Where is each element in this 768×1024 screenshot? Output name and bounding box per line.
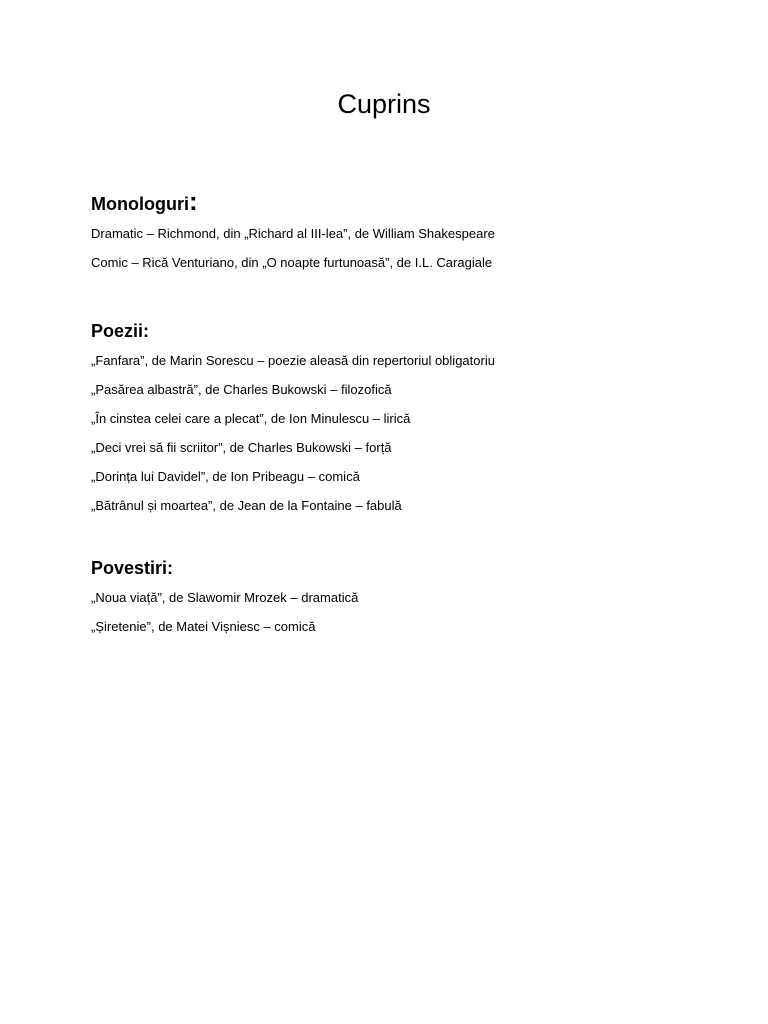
section-monologuri <box>91 186 711 284</box>
list-item: „Bătrânul și moartea”, de Jean de la Fontaine – fabulă <box>91 498 402 513</box>
section-heading-monologuri <box>91 186 711 216</box>
list-item: „Fanfara”, de Marin Sorescu – poezie aleasă din repertoriul obligatoriu <box>91 353 495 368</box>
section-heading-colon: : <box>188 186 198 216</box>
list-item: „Noua viață”, de Slawomir Mrozek – dramatică <box>91 590 359 605</box>
section-heading-poezii: Poezii: <box>91 321 150 341</box>
list-item: „În cinstea celei care a plecat”, de Ion Minulescu – lirică <box>91 411 411 426</box>
section-poezii <box>91 319 711 527</box>
list-item: Dramatic – Richmond, din „Richard al III-lea”, de William Shakespeare <box>91 226 495 241</box>
list-item: „Deci vrei să fii scriitor”, de Charles Bukowski – forță <box>91 440 392 455</box>
list-item: Comic – Rică Venturiano, din „O noapte furtunoasă”, de I.L. Caragiale <box>91 255 493 270</box>
page-title: Cuprins <box>337 89 431 119</box>
list-item: „Pasărea albastră”, de Charles Bukowski – filozofică <box>91 382 392 397</box>
section-heading-monologuri-text: Monologuri <box>91 194 189 214</box>
list-item: „Dorința lui Davidel”, de Ion Pribeagu – comică <box>91 469 360 484</box>
list-item: „Șiretenie”, de Matei Vișniesc – comică <box>91 619 316 634</box>
section-heading-povestiri: Povestiri: <box>91 558 174 578</box>
section-povestiri <box>91 556 711 648</box>
